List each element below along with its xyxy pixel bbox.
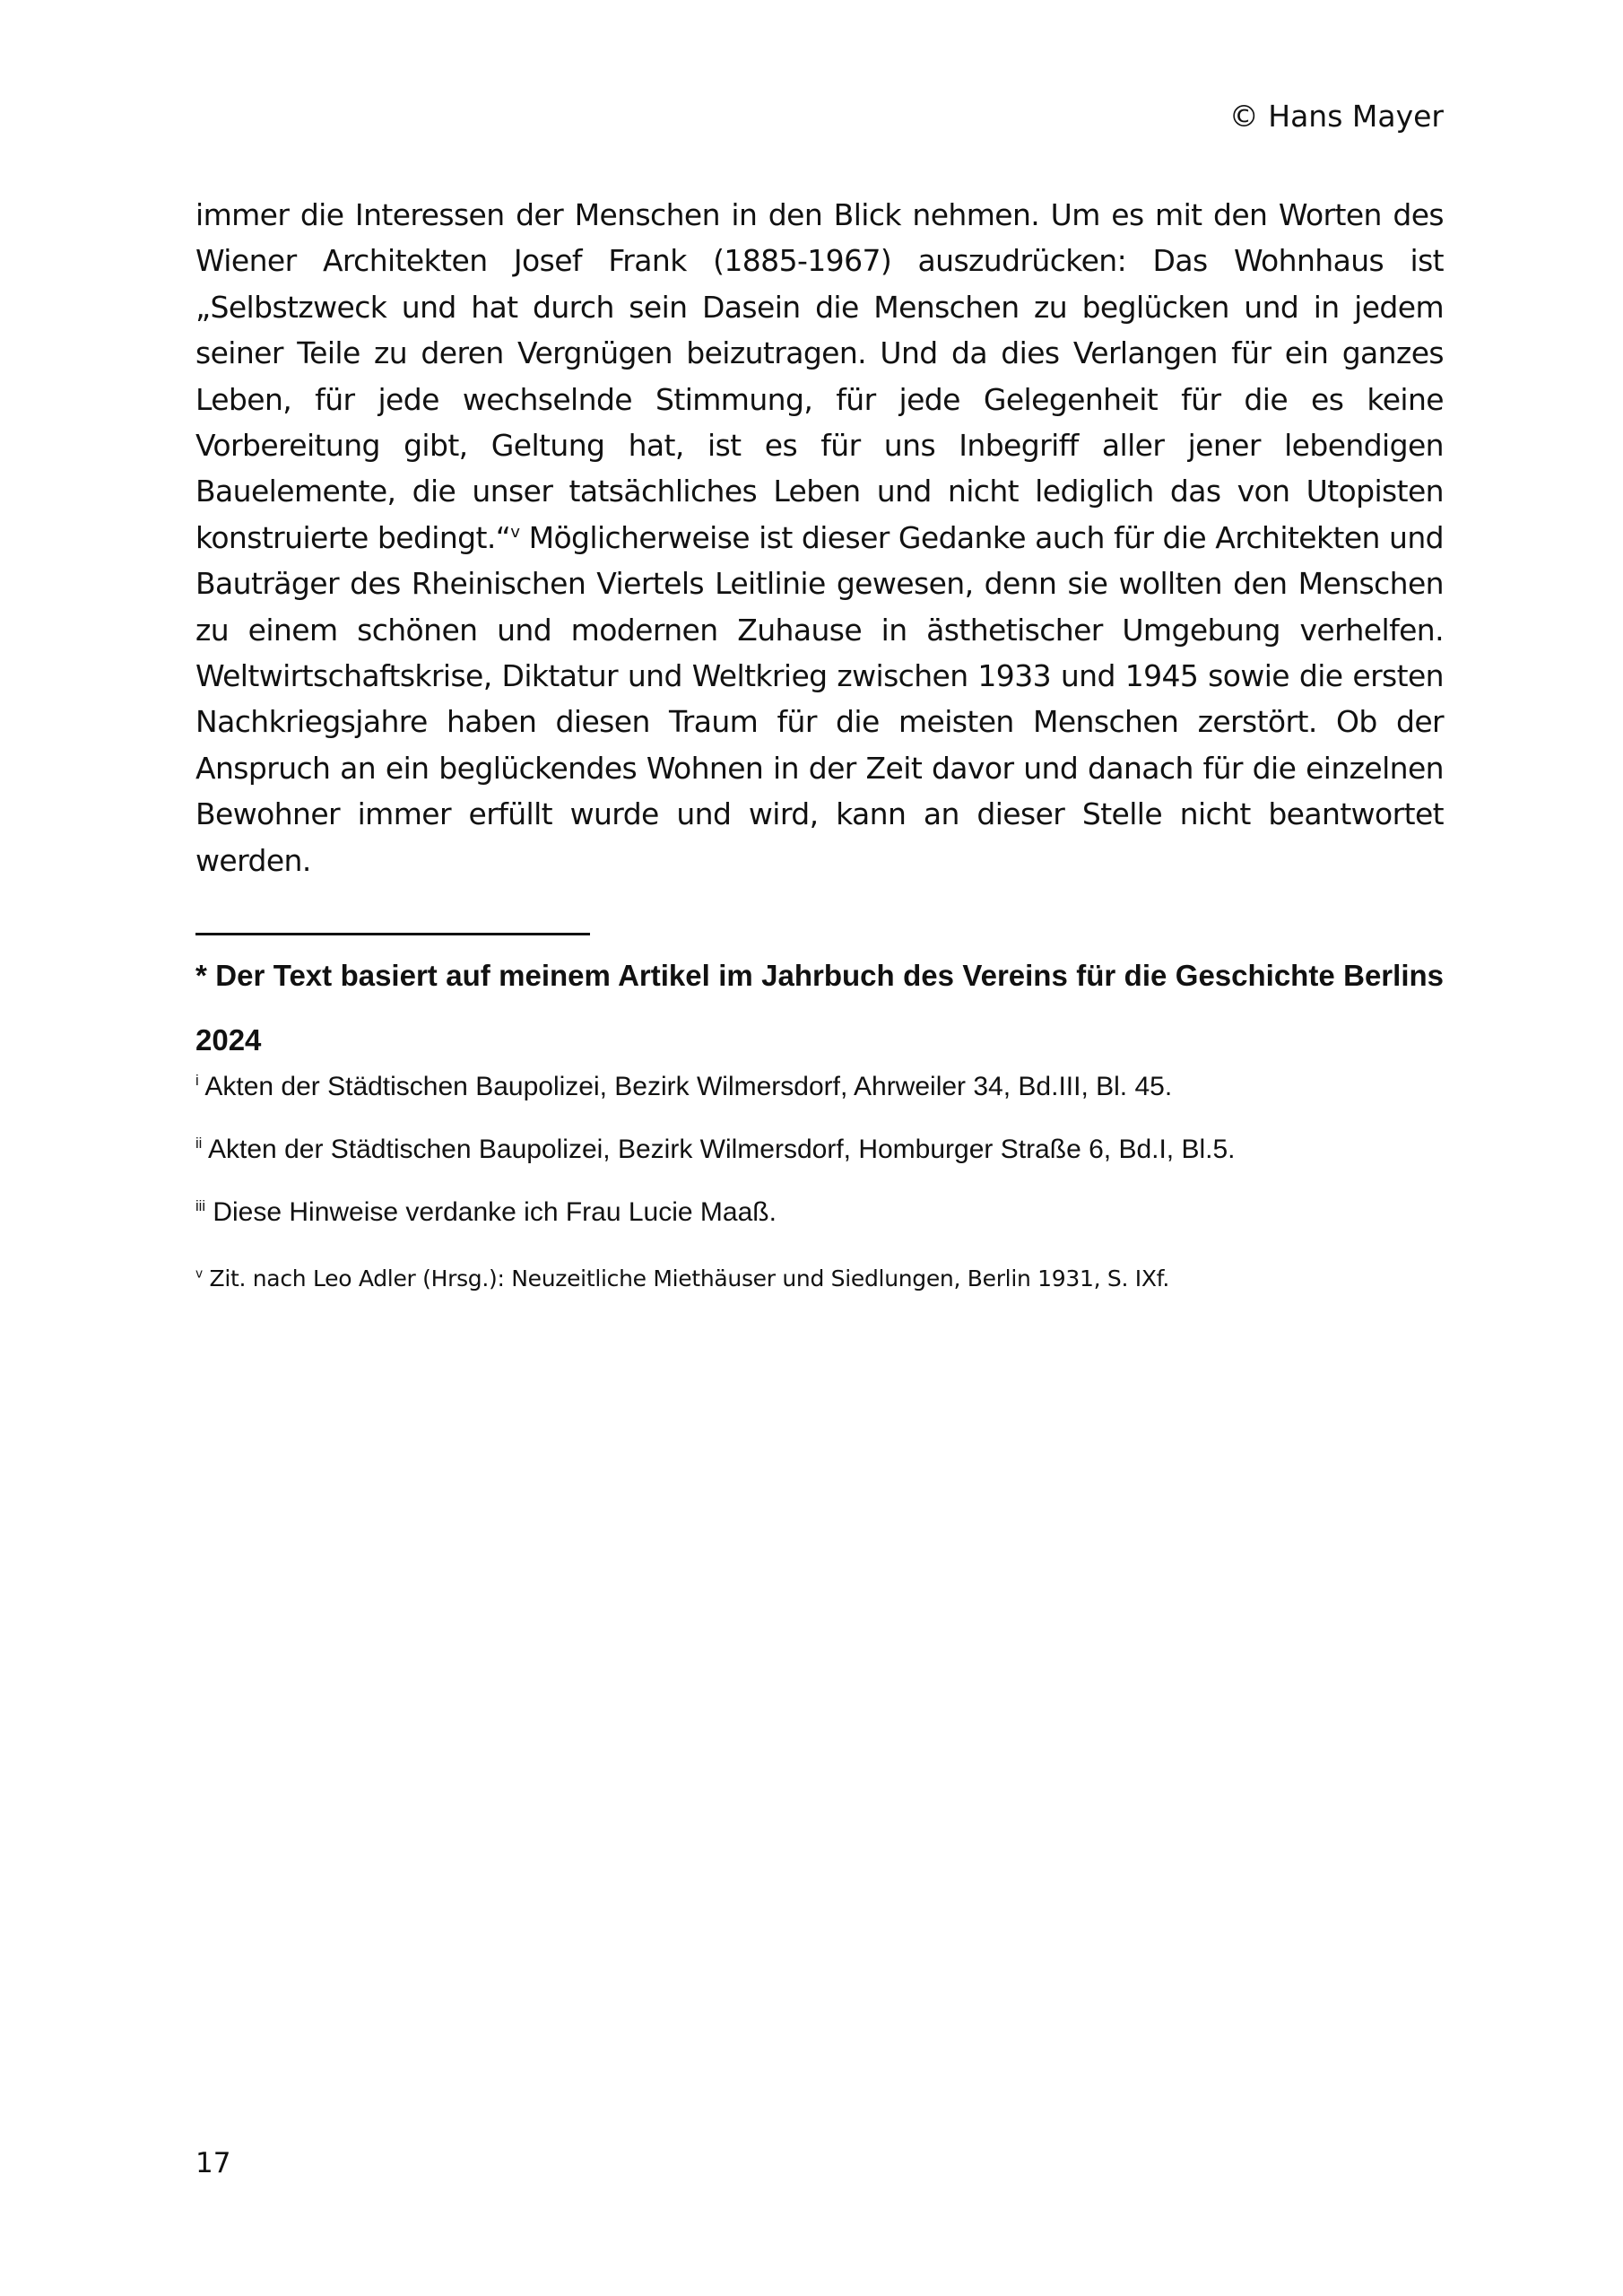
footnote-5 [195,1261,1444,1297]
source-note: * Der Text basiert auf meinem Artikel im Jahrbuch des Vereins für die Geschichte Berlins 2024 [195,959,1444,1057]
footnote-text: Akten der Städtischen Baupolizei, Bezirk Wilmersdorf, Homburger Straße 6, Bd.I, Bl.5. [202,1135,1236,1164]
page-number: 17 [195,2147,231,2179]
footnote-2 [195,1132,1444,1168]
footnote-text: Akten der Städtischen Baupolizei, Bezirk Wilmersdorf, Ahrweiler 34, Bd.III, Bl. 45. [198,1072,1173,1101]
footnote-separator [195,933,590,935]
body-text-part-1: immer die Interessen der Menschen in den Blick nehmen. Um es mit den Worten des Wiener Architekten Josef Frank (1885-1967) auszudrücken: Das Wohnhaus ist „Selbstzweck und hat durch sein Dasein die Menschen zu beglücken und in jedem seiner Teile zu deren Vergnügen beizutragen. Und da dies Verlangen für ein ganzes Leben, für jede wechselnde Stimmung, für jede Gelegenheit für die es keine Vorbereitung gibt, Geltung hat, ist es für uns Inbegriff aller jener lebendigen Bauelemente, die unser tatsächliches Leben und nicht lediglich das von Utopisten konstruierte bedingt.“ [195,197,1444,555]
footnote-reference[interactable]: v [510,522,520,542]
footnote-text: Zit. nach Leo Adler (Hrsg.): Neuzeitliche Miethäuser und Siedlungen, Berlin 1931, S. IXf. [202,1265,1169,1292]
footnote-1 [195,1069,1444,1105]
footnote-marker: iii [195,1198,205,1214]
footnote-3 [195,1195,1444,1231]
footnote-marker: v [195,1266,203,1282]
footnote-text: Diese Hinweise verdanke ich Frau Lucie Maaß. [205,1197,777,1227]
body-text-part-2: Möglicherweise ist dieser Gedanke auch für die Architekten und Bauträger des Rheinischen Viertels Leitlinie gewesen, denn sie wollten den Menschen zu einem schönen und modernen Zuhause in ästhetischer Umgebung verhelfen. Weltwirtschaftskrise, Diktatur und Weltkrieg zwischen 1933 und 1945 sowie die ersten Nachkriegsjahre haben diesen Traum für die meisten Menschen zerstört. Ob der Anspruch an ein beglückendes Wohnen in der Zeit davor und danach für die einzelnen Bewohner immer erfüllt wurde und wird, kann an dieser Stelle nicht beantwortet werden. [195,519,1444,878]
body-paragraph [195,192,1444,883]
copyright-notice: © Hans Mayer [1228,99,1444,134]
footnote-marker: i [195,1073,199,1089]
footnote-marker: ii [195,1135,203,1152]
